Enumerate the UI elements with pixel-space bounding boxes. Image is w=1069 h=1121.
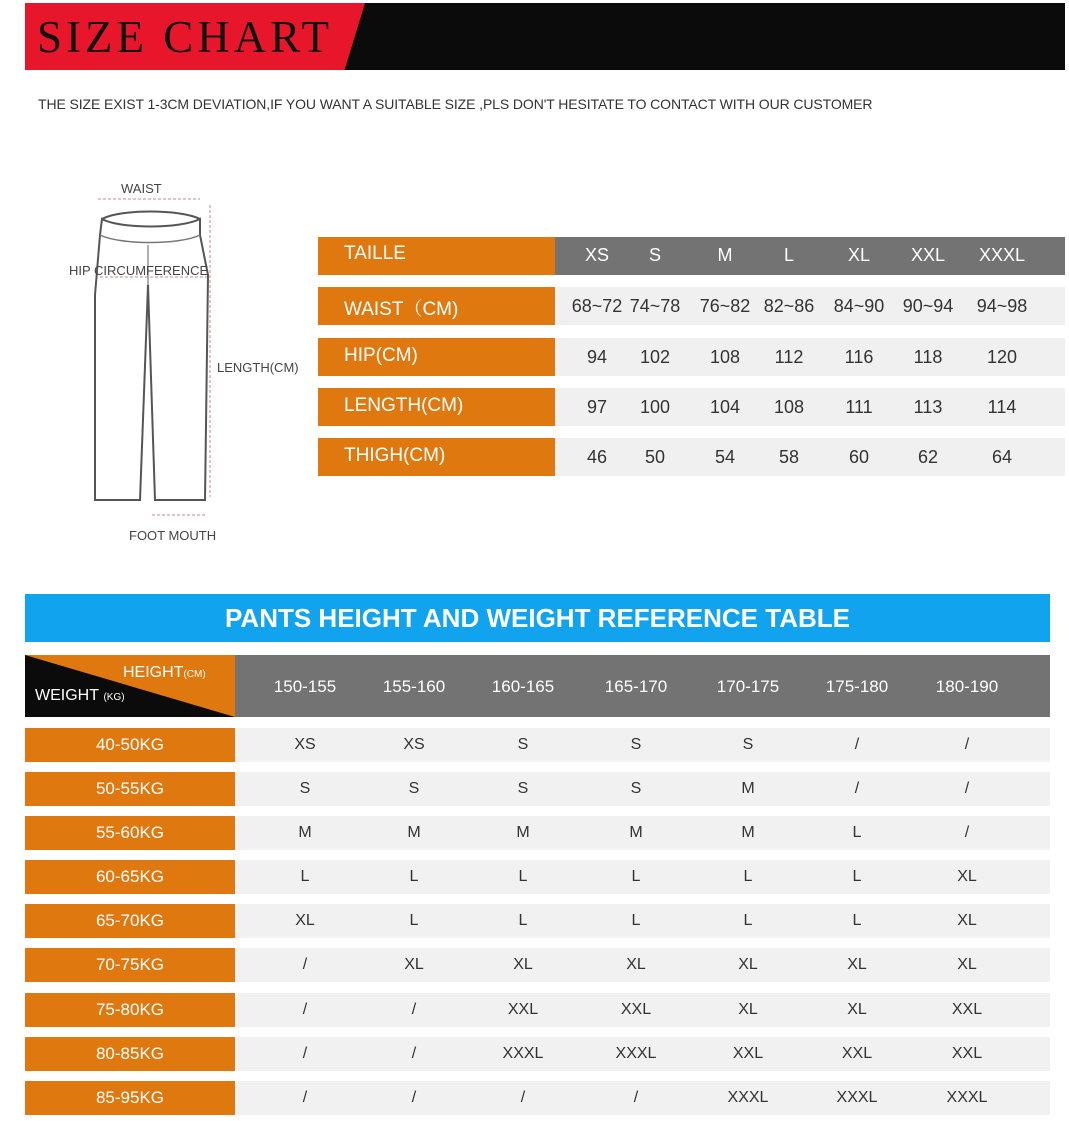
size-header-m: M [717,245,733,265]
size-row-label: WAIST（CM) [318,287,555,325]
recommended-size-cell: XXL [732,1045,764,1062]
size-row-label: HIP(CM) [318,338,555,376]
size-header-xxxl: XXXL [978,245,1026,265]
recommended-size-cell: XXL [507,1001,539,1018]
recommended-size-cell: L [518,868,528,885]
recommended-size-cell: XXXL [615,1045,657,1062]
size-cell: 50 [644,447,666,467]
recommended-size-cell: XXL [951,1045,983,1062]
waist-label: WAIST [121,181,162,196]
recommended-size-cell: / [854,736,860,753]
recommended-size-cell: XS [294,736,316,753]
recommended-size-cell: M [407,824,421,841]
size-header-l: L [783,245,794,265]
recommended-size-cell: XL [957,956,977,973]
recommended-size-cell: / [411,1089,417,1106]
size-cell: 102 [639,347,671,367]
size-cell: 94 [586,347,608,367]
height-range-header: 170-175 [716,677,780,696]
size-cell: 82~86 [763,296,815,316]
recommended-size-cell: XL [404,956,424,973]
corner-height-text: HEIGHT [123,664,184,681]
taille-header: TAILLE [318,237,555,275]
recommended-size-cell: XL [295,912,315,929]
size-cell: 118 [913,347,943,367]
corner-height-label [123,664,206,682]
height-range-header: 155-160 [382,677,446,696]
reference-table-banner [25,594,1050,642]
recommended-size-cell: S [630,736,642,753]
recommended-size-cell: XL [513,956,533,973]
size-cell: 84~90 [833,296,885,316]
recommended-size-cell: S [517,736,529,753]
recommended-size-cell: XL [957,868,977,885]
recommended-size-cell: L [852,824,862,841]
size-cell: 94~98 [976,296,1028,316]
recommended-size-cell: XXXL [836,1089,878,1106]
recommended-size-cell: M [298,824,312,841]
recommended-size-cell: XL [626,956,646,973]
height-range-header: 180-190 [935,677,999,696]
size-header-s: S [648,245,661,265]
size-cell: 74~78 [629,296,681,316]
recommended-size-cell: / [964,780,970,797]
size-cell: 97 [586,397,608,417]
recommended-size-cell: / [411,1001,417,1018]
recommended-size-cell: / [633,1089,639,1106]
size-cell: 120 [986,347,1018,367]
recommended-size-cell: S [408,780,420,797]
size-cell: 108 [773,397,805,417]
size-row-label: THIGH(CM) [318,438,555,476]
weight-range-label: 55-60KG [25,816,235,850]
size-cell: 104 [709,397,741,417]
recommended-size-cell: / [302,1089,308,1106]
weight-range-label: 75-80KG [25,993,235,1027]
recommended-size-cell: / [520,1089,526,1106]
recommended-size-cell: L [743,912,753,929]
size-cell: 54 [714,447,736,467]
recommended-size-cell: / [964,824,970,841]
recommended-size-cell: S [630,780,642,797]
height-range-header: 150-155 [273,677,337,696]
recommended-size-cell: XL [847,956,867,973]
weight-range-label: 80-85KG [25,1037,235,1071]
corner-weight-unit: (KG) [103,692,125,703]
length-label: LENGTH(CM) [217,360,299,375]
recommended-size-cell: XL [738,956,758,973]
deviation-notice: THE SIZE EXIST 1-3CM DEVIATION,IF YOU WANT A SUITABLE SIZE ,PLS DON'T HESITATE TO CONTACT WITH OUR CUSTOMER [38,96,873,112]
weight-range-label: 70-75KG [25,948,235,982]
height-range-header: 165-170 [604,677,668,696]
recommended-size-cell: L [631,912,641,929]
size-cell: 68~72 [571,296,623,316]
recommended-size-cell: XXXL [946,1089,988,1106]
size-cell: 114 [987,397,1017,417]
size-cell: 108 [709,347,741,367]
size-cell: 58 [778,447,800,467]
recommended-size-cell: / [854,780,860,797]
size-cell: 100 [639,397,671,417]
recommended-size-cell: XL [847,1001,867,1018]
size-header-xxl: XXL [910,245,946,265]
recommended-size-cell: S [517,780,529,797]
recommended-size-cell: M [516,824,530,841]
size-row-label: LENGTH(CM) [318,388,555,426]
recommended-size-cell: L [300,868,310,885]
weight-range-label: 50-55KG [25,772,235,806]
page-title: SIZE CHART [37,12,334,62]
size-cell: 90~94 [902,296,954,316]
height-range-header: 175-180 [825,677,889,696]
size-cell: 113 [913,397,943,417]
weight-range-label: 40-50KG [25,728,235,762]
recommended-size-cell: M [741,824,755,841]
header-banner [25,3,1065,70]
recommended-size-cell: XXXL [727,1089,769,1106]
recommended-size-cell: L [852,912,862,929]
recommended-size-cell: XXL [620,1001,652,1018]
weight-range-label: 85-95KG [25,1081,235,1115]
height-range-header: 160-165 [491,677,555,696]
recommended-size-cell: S [299,780,311,797]
size-header-xl: XL [847,245,871,265]
recommended-size-cell: / [302,1001,308,1018]
recommended-size-cell: L [518,912,528,929]
recommended-size-cell: / [302,1045,308,1062]
corner-weight-label [35,687,125,705]
recommended-size-cell: / [302,956,308,973]
size-cell: 60 [848,447,870,467]
size-header-xs: XS [584,245,609,265]
recommended-size-cell: / [964,736,970,753]
weight-range-label: 60-65KG [25,860,235,894]
recommended-size-cell: L [852,868,862,885]
size-cell: 111 [845,397,873,417]
recommended-size-cell: L [409,868,419,885]
recommended-size-cell: L [743,868,753,885]
size-cell: 76~82 [699,296,751,316]
recommended-size-cell: M [741,780,755,797]
size-cell: 62 [917,447,939,467]
size-cell: 64 [991,447,1013,467]
recommended-size-cell: XL [957,912,977,929]
recommended-size-cell: S [742,736,754,753]
recommended-size-cell: / [411,1045,417,1062]
hip-circumference-label: HIP CIRCUMFERENCE [69,263,209,278]
corner-weight-text: WEIGHT [35,687,99,704]
recommended-size-cell: L [631,868,641,885]
recommended-size-cell: XXL [951,1001,983,1018]
corner-height-unit: (CM) [183,669,206,680]
reference-table-title: PANTS HEIGHT AND WEIGHT REFERENCE TABLE [225,603,850,633]
size-cell: 116 [844,347,874,367]
recommended-size-cell: XXL [841,1045,873,1062]
weight-range-label: 65-70KG [25,904,235,938]
reference-corner-cell [25,655,235,717]
recommended-size-cell: XXXL [502,1045,544,1062]
recommended-size-cell: XS [403,736,425,753]
recommended-size-cell: L [409,912,419,929]
size-cell: 112 [774,347,804,367]
size-cell: 46 [586,447,608,467]
recommended-size-cell: M [629,824,643,841]
recommended-size-cell: XL [738,1001,758,1018]
foot-mouth-label: FOOT MOUTH [129,528,217,543]
